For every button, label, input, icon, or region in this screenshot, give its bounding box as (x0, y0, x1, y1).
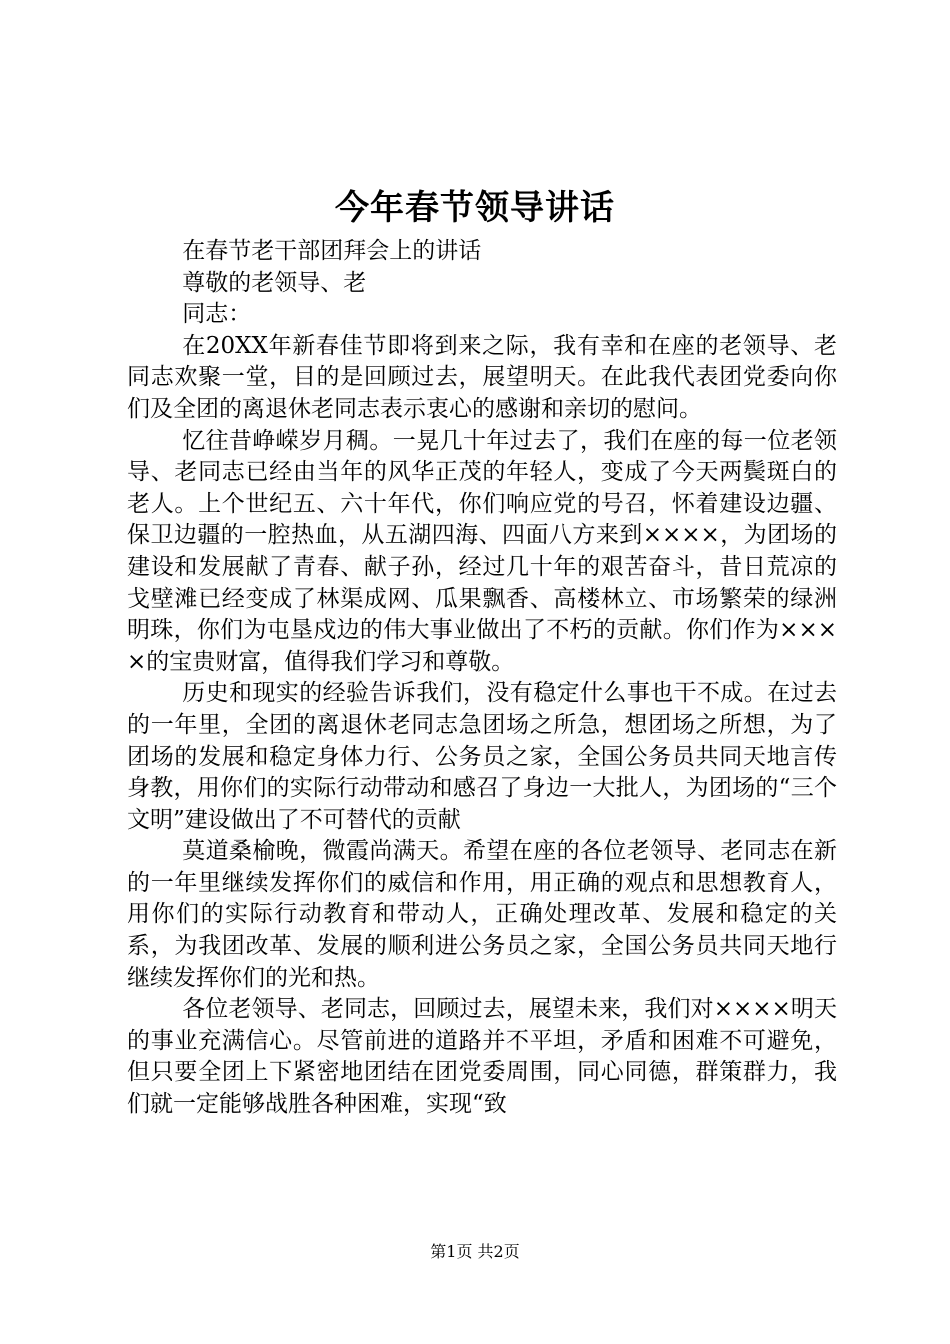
paragraph-3: 历史和现实的经验告诉我们，没有稳定什么事也干不成。在过去的一年里，全团的离退休老同志急团场之所急，想团场之所想，为了团场的发展和稳定身体力行、公务员之家，全国公务员共同天地言传身教，用你们的实际行动带动和感召了身边一大批人，为团场的“三个文明”建设做出了不可替代的贡献 (127, 680, 837, 833)
paragraph-subtitle: 在春节老干部团拜会上的讲话 (182, 238, 482, 264)
page-footer: 第1页 共2页 (430, 1242, 520, 1261)
paragraph-4: 莫道桑榆晚，微霞尚满天。希望在座的各位老领导、老同志在新的一年里继续发挥你们的威信和作用，用正确的观点和思想教育人，用你们的实际行动教育和带动人，正确处理改革、发展和稳定的关系，为我团改革、发展的顺利进公务员之家，全国公务员共同天地行继续发挥你们的光和热。 (127, 838, 837, 991)
document-body (127, 236, 837, 1121)
document-title: 今年春节领导讲话 (335, 188, 615, 228)
paragraph-1: 在20XX年新春佳节即将到来之际，我有幸和在座的老领导、老同志欢聚一堂，目的是回顾过去，展望明天。在此我代表团党委向你们及全团的离退休老同志表示衷心的感谢和亲切的慰问。 (127, 332, 837, 422)
paragraph-2: 忆往昔峥嵘岁月稠。一晃几十年过去了，我们在座的每一位老领导、老同志已经由当年的风华正茂的年轻人，变成了今天两鬓斑白的老人。上个世纪五、六十年代，你们响应党的号召，怀着建设边疆、保卫边疆的一腔热血，从五湖四海、四面八方来到××××，为团场的建设和发展献了青春、献子孙，经过几十年的艰苦奋斗，昔日荒凉的戈壁滩已经变成了林渠成网、瓜果飘香、高楼林立、市场繁荣的绿洲明珠，你们为屯垦戍边的伟大事业做出了不朽的贡献。你们作为××××的宝贵财富，值得我们学习和尊敬。 (127, 427, 837, 675)
paragraph-5: 各位老领导、老同志，回顾过去，展望未来，我们对××××明天的事业充满信心。尽管前进的道路并不平坦，矛盾和困难不可避免，但只要全团上下紧密地团结在团党委周围，同心同德，群策群力，我们就一定能够战胜各种困难，实现“致 (127, 996, 837, 1118)
paragraph-salutation: 尊敬的老领导、老 (182, 269, 367, 296)
paragraph-salutation-cont: 同志： (182, 301, 252, 328)
